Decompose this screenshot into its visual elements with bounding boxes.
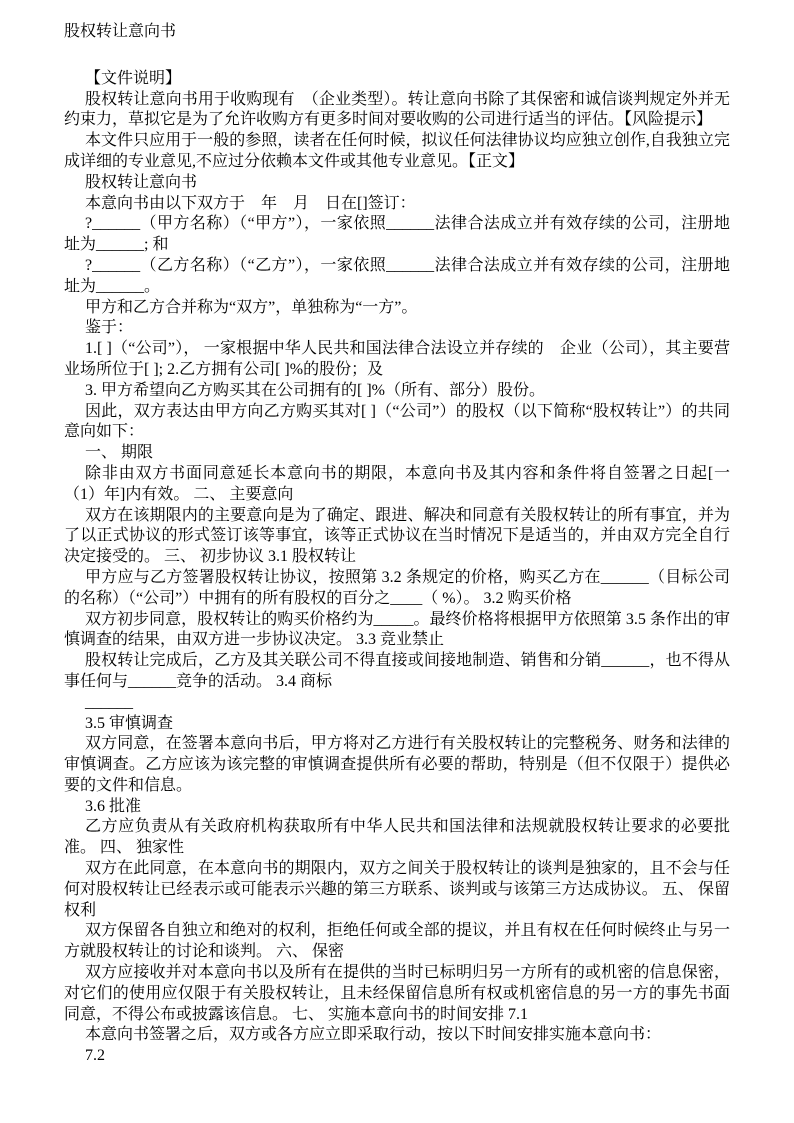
paragraph: 甲方和乙方合并称为“双方”，单独称为“一方”。 (85, 298, 418, 316)
paragraph: ______ (85, 693, 133, 711)
paragraph: 【文件说明】 (85, 69, 182, 87)
paragraph: 股权转让意向书用于收购现有 （企业类型）。转让意向书除了其保密和诚信谈判规定外并无约束力，草拟它是为了允许收购方有更多时间对要收购的公司进行适当的评估。【风险提示】 (64, 90, 730, 129)
paragraph: 本意向书签署之后，双方或各方应立即采取行动，按以下时间安排实施本意向书： (85, 1026, 662, 1044)
paragraph: ?______（甲方名称）（“甲方”），一家依照______法律合法成立并有效存续的公司，注册地址为______; 和 (64, 215, 730, 254)
paragraph: 除非由双方书面同意延长本意向书的期限，本意向书及其内容和条件将自签署之日起[一（1）年]内有效。 二、 主要意向 (64, 464, 730, 503)
paragraph: 乙方应负责从有关政府机构获取所有中华人民共和国法律和法规就股权转让要求的必要批准。 四、 独家性 (64, 818, 730, 857)
paragraph: 3. 甲方希望向乙方购买其在公司拥有的[ ]%（所有、部分）股份。 (85, 381, 545, 399)
paragraph: 3.5 审慎调查 (85, 714, 174, 732)
paragraph: 1.[ ]（“公司”）， 一家根据中华人民共和国法律合法设立并存续的 企业（公司），其主要营业场所位于[ ]; 2.乙方拥有公司[ ]%的股份；及 (64, 340, 730, 378)
paragraph: 7.2 (85, 1047, 105, 1065)
paragraph: 双方初步同意，股权转让的购买价格约为_____。最终价格将根据甲方依照第 3.5 条作出的审慎调查的结果，由双方进一步协议决定。 3.3 竞业禁止 (64, 610, 730, 649)
paragraph: 鉴于： (85, 319, 134, 337)
paragraph: 一、 期限 (85, 444, 154, 462)
paragraph: 因此，双方表达由甲方向乙方购买其对[ ]（“公司”）的股权（以下简称“股权转让”）的共同意向如下： (64, 402, 730, 441)
paragraph: 双方在此同意，在本意向书的期限内，双方之间关于股权转让的谈判是独家的，且不会与任何对股权转让已经表示或可能表示兴趣的第三方联系、谈判或与该第三方达成协议。 五、 保留权利 (64, 860, 730, 919)
paragraph: 双方同意，在签署本意向书后，甲方将对乙方进行有关股权转让的完整税务、财务和法律的审慎调查。乙方应该为该完整的审慎调查提供所有必要的帮助，特别是（但不仅限于）提供必要的文件和信息。 (64, 735, 730, 794)
paragraph: 股权转让完成后，乙方及其关联公司不得直接或间接地制造、销售和分销______，也不得从事任何与______竞争的活动。 3.4 商标 (64, 652, 730, 690)
document-title: 股权转让意向书 (64, 23, 177, 40)
paragraph: 本意向书由以下双方于 年 月 日在[]签订： (85, 194, 416, 212)
paragraph: 双方保留各自独立和绝对的权利，拒绝任何或全部的提议，并且有权在任何时候终止与另一方就股权转让的讨论和谈判。 六、 保密 (64, 922, 730, 961)
paragraph: 甲方应与乙方签署股权转让协议，按照第 3.2 条规定的价格，购买乙方在______（目标公司的名称）（“公司”）中拥有的所有股权的百分之____（ %）。 3.2 购买价格 (64, 568, 730, 607)
paragraph: 本文件只应用于一般的参照，读者在任何时候，拟议任何法律协议均应独立创作,自我独立完成详细的专业意见,不应过分依赖本文件或其他专业意见。【正文】 (64, 132, 730, 170)
paragraph: 股权转让意向书 (85, 173, 198, 191)
paragraph: ?______（乙方名称）（“乙方”），一家依照______法律合法成立并有效存续的公司，注册地址为______。 (64, 256, 730, 295)
paragraph: 双方在该期限内的主要意向是为了确定、跟进、解决和同意有关股权转让的所有事宜，并为了以正式协议的形式签订该等事宜，该等正式协议在当时情况下是适当的，并由双方完全自行决定接受的。 三、 初步协议 3.1 股权转让 (64, 506, 730, 566)
paragraph: 双方应接收并对本意向书以及所有在提供的当时已标明归另一方所有的或机密的信息保密，对它们的使用应仅限于有关股权转让，且未经保留信息所有权或机密信息的另一方的事先书面同意，不得公布或披露该信息。 七、 实施本意向书的时间安排 7.1 (64, 964, 730, 1023)
paragraph: 3.6 批准 (85, 797, 142, 815)
